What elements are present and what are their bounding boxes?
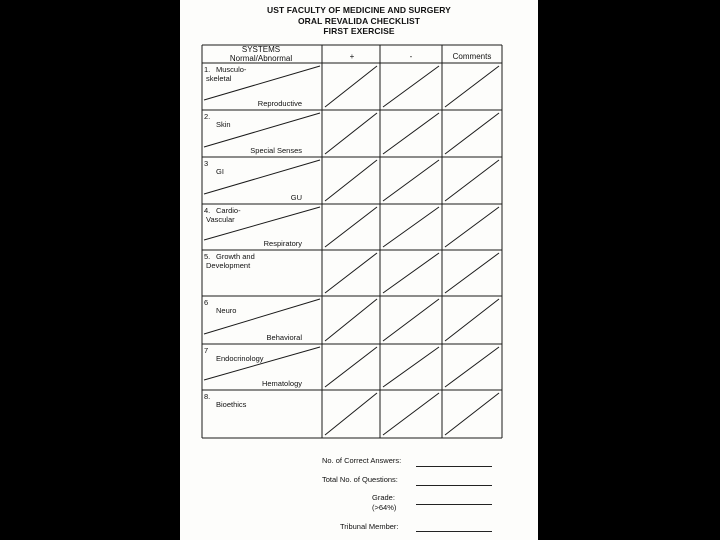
mark-cell-diagonal xyxy=(445,160,499,201)
system-name-continued: Development xyxy=(206,261,251,270)
system-name: GI xyxy=(216,167,224,176)
system-row-number: 6 xyxy=(204,298,209,307)
mark-cell-diagonal xyxy=(325,207,377,247)
system-name: Skin xyxy=(216,120,231,129)
tribunal-member-label: Tribunal Member: xyxy=(340,522,399,531)
system-row-number: 8. xyxy=(204,392,211,401)
mark-cell-diagonal xyxy=(383,299,439,341)
correct-answers-label: No. of Correct Answers: xyxy=(322,456,402,465)
system-name: Musculo- xyxy=(216,65,247,74)
system-name: Cardio- xyxy=(216,206,241,215)
tribunal-member-blank[interactable] xyxy=(416,531,492,532)
systems-header xyxy=(202,45,320,63)
mark-cell-diagonal xyxy=(325,347,377,387)
mark-cell-diagonal xyxy=(383,66,439,107)
mark-cell-diagonal xyxy=(445,253,499,293)
systems-header-subtitle: Normal/Abnormal xyxy=(229,54,293,63)
mark-cell-diagonal xyxy=(383,393,439,435)
system-row-number: 3 xyxy=(204,159,209,168)
checklist-title: ORAL REVALIDA CHECKLIST xyxy=(297,16,421,26)
system-cell-diagonal xyxy=(204,299,320,334)
system-row-number: 1. xyxy=(204,65,211,74)
system-row-number: 5. xyxy=(204,252,211,261)
system-cell-diagonal xyxy=(204,113,320,147)
mark-cell-diagonal xyxy=(445,393,499,435)
system-name: Neuro xyxy=(216,306,237,315)
system-name: Endocrinology xyxy=(216,354,264,363)
mark-cell-diagonal xyxy=(445,207,499,247)
system-cell-diagonal xyxy=(204,347,320,380)
system-name: Growth and xyxy=(216,252,255,261)
mark-cell-diagonal xyxy=(325,393,377,435)
paired-system-name: Respiratory xyxy=(263,239,302,248)
mark-cell-diagonal xyxy=(325,299,377,341)
paired-system-name: Reproductive xyxy=(257,99,302,108)
comments-column-header: Comments xyxy=(452,52,492,61)
mark-cell-diagonal xyxy=(383,347,439,387)
mark-cell-diagonal xyxy=(445,113,499,154)
paired-system-name: Behavioral xyxy=(266,333,302,342)
mark-cell-diagonal xyxy=(445,66,499,107)
total-questions-blank[interactable] xyxy=(416,485,492,486)
systems-header-title: SYSTEMS xyxy=(241,45,281,54)
mark-cell-diagonal xyxy=(383,113,439,154)
mark-cell-diagonal xyxy=(325,66,377,107)
mark-cell-diagonal xyxy=(445,347,499,387)
grade-label: Grade: xyxy=(372,493,395,502)
paired-system-name: GU xyxy=(290,193,302,202)
system-name: Bioethics xyxy=(216,400,247,409)
system-name-continued: Vascular xyxy=(206,215,235,224)
system-row-number: 2. xyxy=(204,112,211,121)
exercise-title: FIRST EXERCISE xyxy=(323,26,395,36)
correct-answers-blank[interactable] xyxy=(416,466,492,467)
mark-cell-diagonal xyxy=(445,299,499,341)
faculty-title: UST FACULTY OF MEDICINE AND SURGERY xyxy=(267,5,451,15)
total-questions-label: Total No. of Questions: xyxy=(322,475,398,484)
minus-column-header: - xyxy=(409,52,413,61)
grade-threshold: (>64%) xyxy=(372,503,397,512)
system-name-continued: skeletal xyxy=(206,74,232,83)
system-row-number: 4. xyxy=(204,206,211,215)
grade-blank[interactable] xyxy=(416,504,492,505)
mark-cell-diagonal xyxy=(383,253,439,293)
paired-system-name: Hematology xyxy=(261,379,302,388)
mark-cell-diagonal xyxy=(383,160,439,201)
system-cell-diagonal xyxy=(204,160,320,194)
system-row-number: 7 xyxy=(204,346,209,355)
mark-cell-diagonal xyxy=(325,113,377,154)
plus-column-header: + xyxy=(349,52,355,61)
paired-system-name: Special Senses xyxy=(250,146,302,155)
checklist-page xyxy=(180,0,538,540)
mark-cell-diagonal xyxy=(383,207,439,247)
mark-cell-diagonal xyxy=(325,253,377,293)
mark-cell-diagonal xyxy=(325,160,377,201)
